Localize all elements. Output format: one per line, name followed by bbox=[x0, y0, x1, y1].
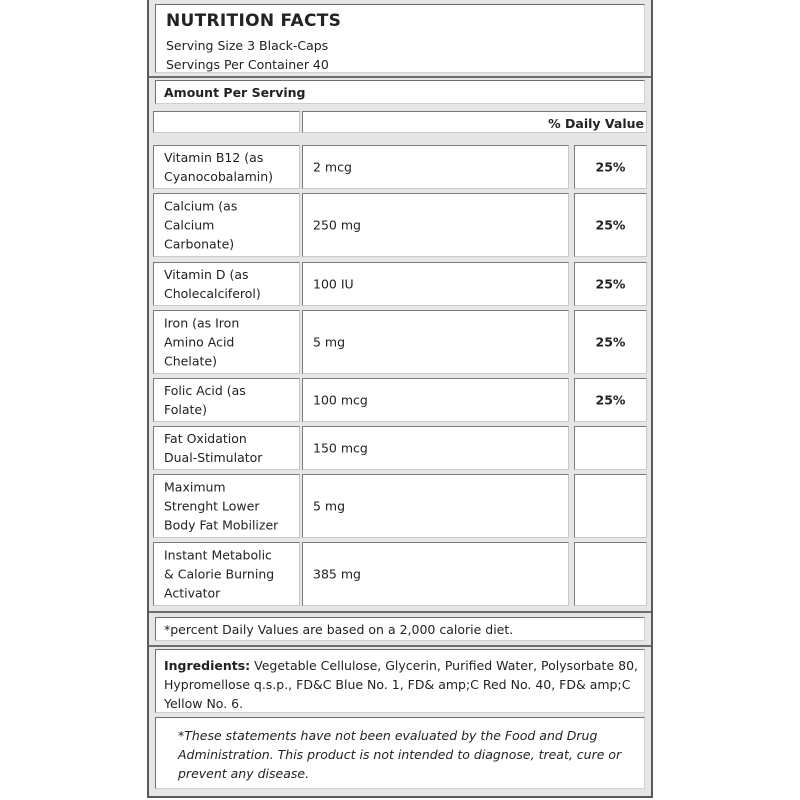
separator bbox=[149, 611, 651, 613]
nutrient-amount-cell bbox=[302, 145, 569, 189]
nutrient-amount-cell bbox=[302, 310, 569, 374]
nutrient-name-cell bbox=[153, 542, 300, 606]
nutrient-dv-cell bbox=[574, 310, 647, 374]
serving-size: Serving Size 3 Black-Caps bbox=[166, 38, 329, 53]
daily-value-header: % Daily Value bbox=[548, 116, 644, 131]
nutrient-amount: 2 mcg bbox=[313, 159, 352, 175]
table-header-blank-cell bbox=[153, 111, 300, 133]
nutrient-dv-cell bbox=[574, 474, 647, 538]
table-header-dv-cell bbox=[302, 111, 647, 133]
nutrient-name: Calcium (as Calcium Carbonate) bbox=[164, 198, 238, 252]
nutrient-amount: 385 mg bbox=[313, 566, 361, 582]
nutrient-amount: 150 mcg bbox=[313, 440, 368, 456]
nutrient-name-cell bbox=[153, 474, 300, 538]
nutrient-name: Vitamin D (as Cholecalciferol) bbox=[164, 267, 261, 301]
ingredients-label: Ingredients: bbox=[164, 658, 251, 673]
disclaimer-text: *These statements have not been evaluated by the Food and Drug Administration. This product is not intended to diagnose, treat, cure or prevent any disease. bbox=[178, 728, 622, 781]
nutrition-facts-panel bbox=[147, 0, 653, 798]
ingredients-list: Vegetable Cellulose, Glycerin, Purified Water, Polysorbate 80, Hypromellose q.s.p., FD&C Blue No. 1, FD& amp;C Red No. 40, FD& amp;C Yellow No. 6. bbox=[164, 658, 639, 711]
nutrient-dv-cell bbox=[574, 193, 647, 257]
nutrient-amount-cell bbox=[302, 378, 569, 422]
nutrient-amount-cell bbox=[302, 542, 569, 606]
footnote-text: *percent Daily Values are based on a 2,000 calorie diet. bbox=[164, 622, 514, 637]
disclaimer-box bbox=[155, 717, 645, 789]
nutrient-name-cell bbox=[153, 262, 300, 306]
nutrient-name: Vitamin B12 (as Cyanocobalamin) bbox=[164, 150, 274, 184]
nutrient-name: Folic Acid (as Folate) bbox=[164, 383, 246, 417]
nutrient-name-cell bbox=[153, 378, 300, 422]
servings-per-container: Servings Per Container 40 bbox=[166, 57, 329, 72]
nutrient-name: Fat Oxidation Dual-Stimulator bbox=[164, 431, 263, 465]
nutrient-amount: 5 mg bbox=[313, 334, 346, 350]
amount-per-serving-box bbox=[155, 80, 645, 104]
nutrient-amount-cell bbox=[302, 426, 569, 470]
nutrient-dv-cell bbox=[574, 378, 647, 422]
nutrient-name-cell bbox=[153, 193, 300, 257]
nutrient-dv-cell bbox=[574, 262, 647, 306]
nutrient-amount: 250 mg bbox=[313, 217, 361, 233]
ingredients-text bbox=[164, 656, 638, 713]
nutrient-amount: 100 mcg bbox=[313, 392, 368, 408]
nutrient-amount-cell bbox=[302, 474, 569, 538]
header-box bbox=[155, 4, 645, 73]
nutrient-amount: 100 IU bbox=[313, 276, 354, 292]
nutrient-name-cell bbox=[153, 145, 300, 189]
nutrient-name-cell bbox=[153, 310, 300, 374]
nutrient-daily-value: 25% bbox=[595, 276, 626, 292]
nutrient-name: Instant Metabolic & Calorie Burning Activator bbox=[164, 547, 275, 601]
nutrient-dv-cell bbox=[574, 426, 647, 470]
nutrient-daily-value: 25% bbox=[595, 217, 626, 233]
nutrient-amount: 5 mg bbox=[313, 498, 346, 514]
separator bbox=[149, 76, 651, 78]
nutrient-name: Iron (as Iron Amino Acid Chelate) bbox=[164, 315, 240, 369]
nutrient-name-cell bbox=[153, 426, 300, 470]
footnote-box bbox=[155, 617, 645, 641]
nutrient-daily-value: 25% bbox=[595, 334, 626, 350]
page-title: NUTRITION FACTS bbox=[166, 11, 342, 31]
nutrient-dv-cell bbox=[574, 145, 647, 189]
nutrient-amount-cell bbox=[302, 193, 569, 257]
nutrient-daily-value: 25% bbox=[595, 392, 626, 408]
nutrient-name: Maximum Strenght Lower Body Fat Mobilizer bbox=[164, 479, 279, 533]
separator bbox=[149, 645, 651, 647]
amount-per-serving-label: Amount Per Serving bbox=[164, 85, 306, 100]
nutrient-daily-value: 25% bbox=[595, 159, 626, 175]
ingredients-box bbox=[155, 649, 645, 713]
nutrient-amount-cell bbox=[302, 262, 569, 306]
nutrient-dv-cell bbox=[574, 542, 647, 606]
